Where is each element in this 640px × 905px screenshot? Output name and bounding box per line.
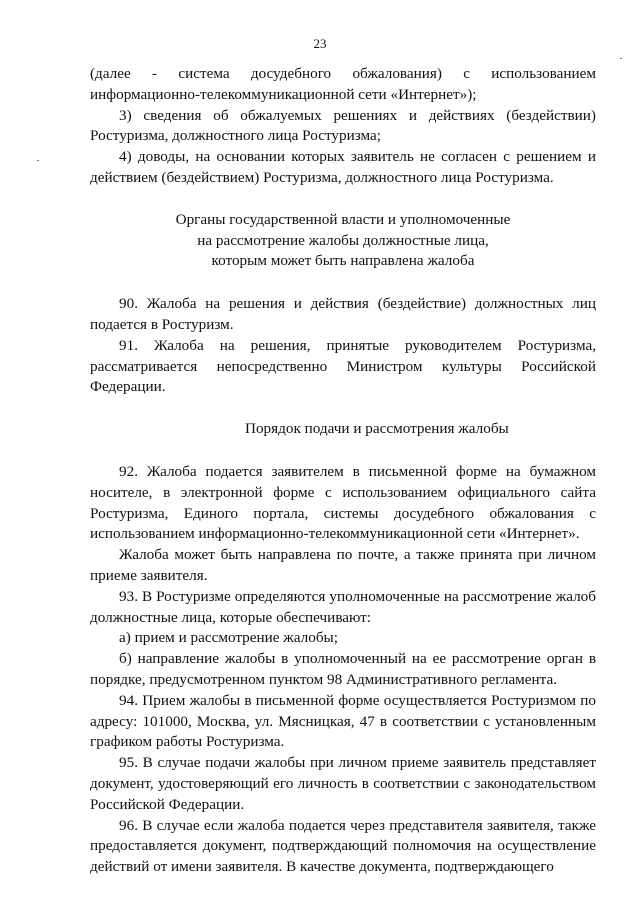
page-number: 23	[313, 36, 327, 51]
paragraph-continuation: (далее - система досудебного обжалования) с использованием информационно-телекоммуникационной сети «Интернет»);	[90, 65, 596, 103]
paragraph-93-b: б) направление жалобы в уполномоченный на ее рассмотрение орган в порядке, предусмотренном пунктом 98 Административного регламента.	[90, 650, 596, 688]
document-body	[90, 64, 596, 878]
scan-speck	[620, 58, 622, 59]
paragraph-92-mail: Жалоба может быть направлена по почте, а также принята при личном приеме заявителя.	[90, 546, 596, 584]
section-heading-procedure: Порядок подачи и рассмотрения жалобы	[245, 420, 509, 438]
paragraph-91: 91. Жалоба на решения, принятые руководителем Ростуризма, рассматривается непосредственно Министром культуры Российской Федерации.	[90, 336, 596, 396]
heading-line: на рассмотрение жалобы должностные лица,	[197, 231, 489, 249]
heading-line: которым может быть направлена жалоба	[211, 252, 475, 270]
paragraph-93: 93. В Ростуризме определяются уполномоченные на рассмотрение жалоб должностные лица, которые обеспечивают:	[90, 587, 596, 626]
paragraph-item-4: 4) доводы, на основании которых заявитель не согласен с решением и действием (бездействием) Ростуризма, должностного лица Ростуризма.	[90, 148, 596, 186]
heading-line: Органы государственной власти и уполномоченные	[175, 210, 511, 228]
paragraph-96: 96. В случае если жалоба подается через представителя заявителя, также предоставляется документ, подтверждающий полномочия на осуществление действий от имени заявителя. В качестве документа, подтверждающего	[90, 816, 596, 876]
paragraph-item-3: 3) сведения об обжалуемых решениях и действиях (бездействии) Ростуризма, должностного лица Ростуризма;	[90, 106, 596, 145]
section-heading-authorities	[90, 210, 596, 272]
paragraph-95: 95. В случае подачи жалобы при личном приеме заявитель представляет документ, удостоверяющий его личность в соответствии с законодательством Российской Федерации.	[90, 754, 596, 813]
paragraph-90: 90. Жалоба на решения и действия (бездействие) должностных лиц подается в Ростуризм.	[90, 295, 596, 333]
scan-speck	[37, 160, 39, 161]
paragraph-93-a: а) прием и рассмотрение жалобы;	[119, 629, 338, 647]
paragraph-92: 92. Жалоба подается заявителем в письменной форме на бумажном носителе, в электронной форме с использованием официального сайта Ростуризма, Единого портала, системы досудебного обжалования с использованием информационно-телекоммуникационной сети «Интернет».	[90, 462, 596, 543]
paragraph-94: 94. Прием жалобы в письменной форме осуществляется Ростуризмом по адресу: 101000, Москва, ул. Мясницкая, 47 в соответствии с установленным графиком работы Ростуризма.	[90, 691, 596, 751]
